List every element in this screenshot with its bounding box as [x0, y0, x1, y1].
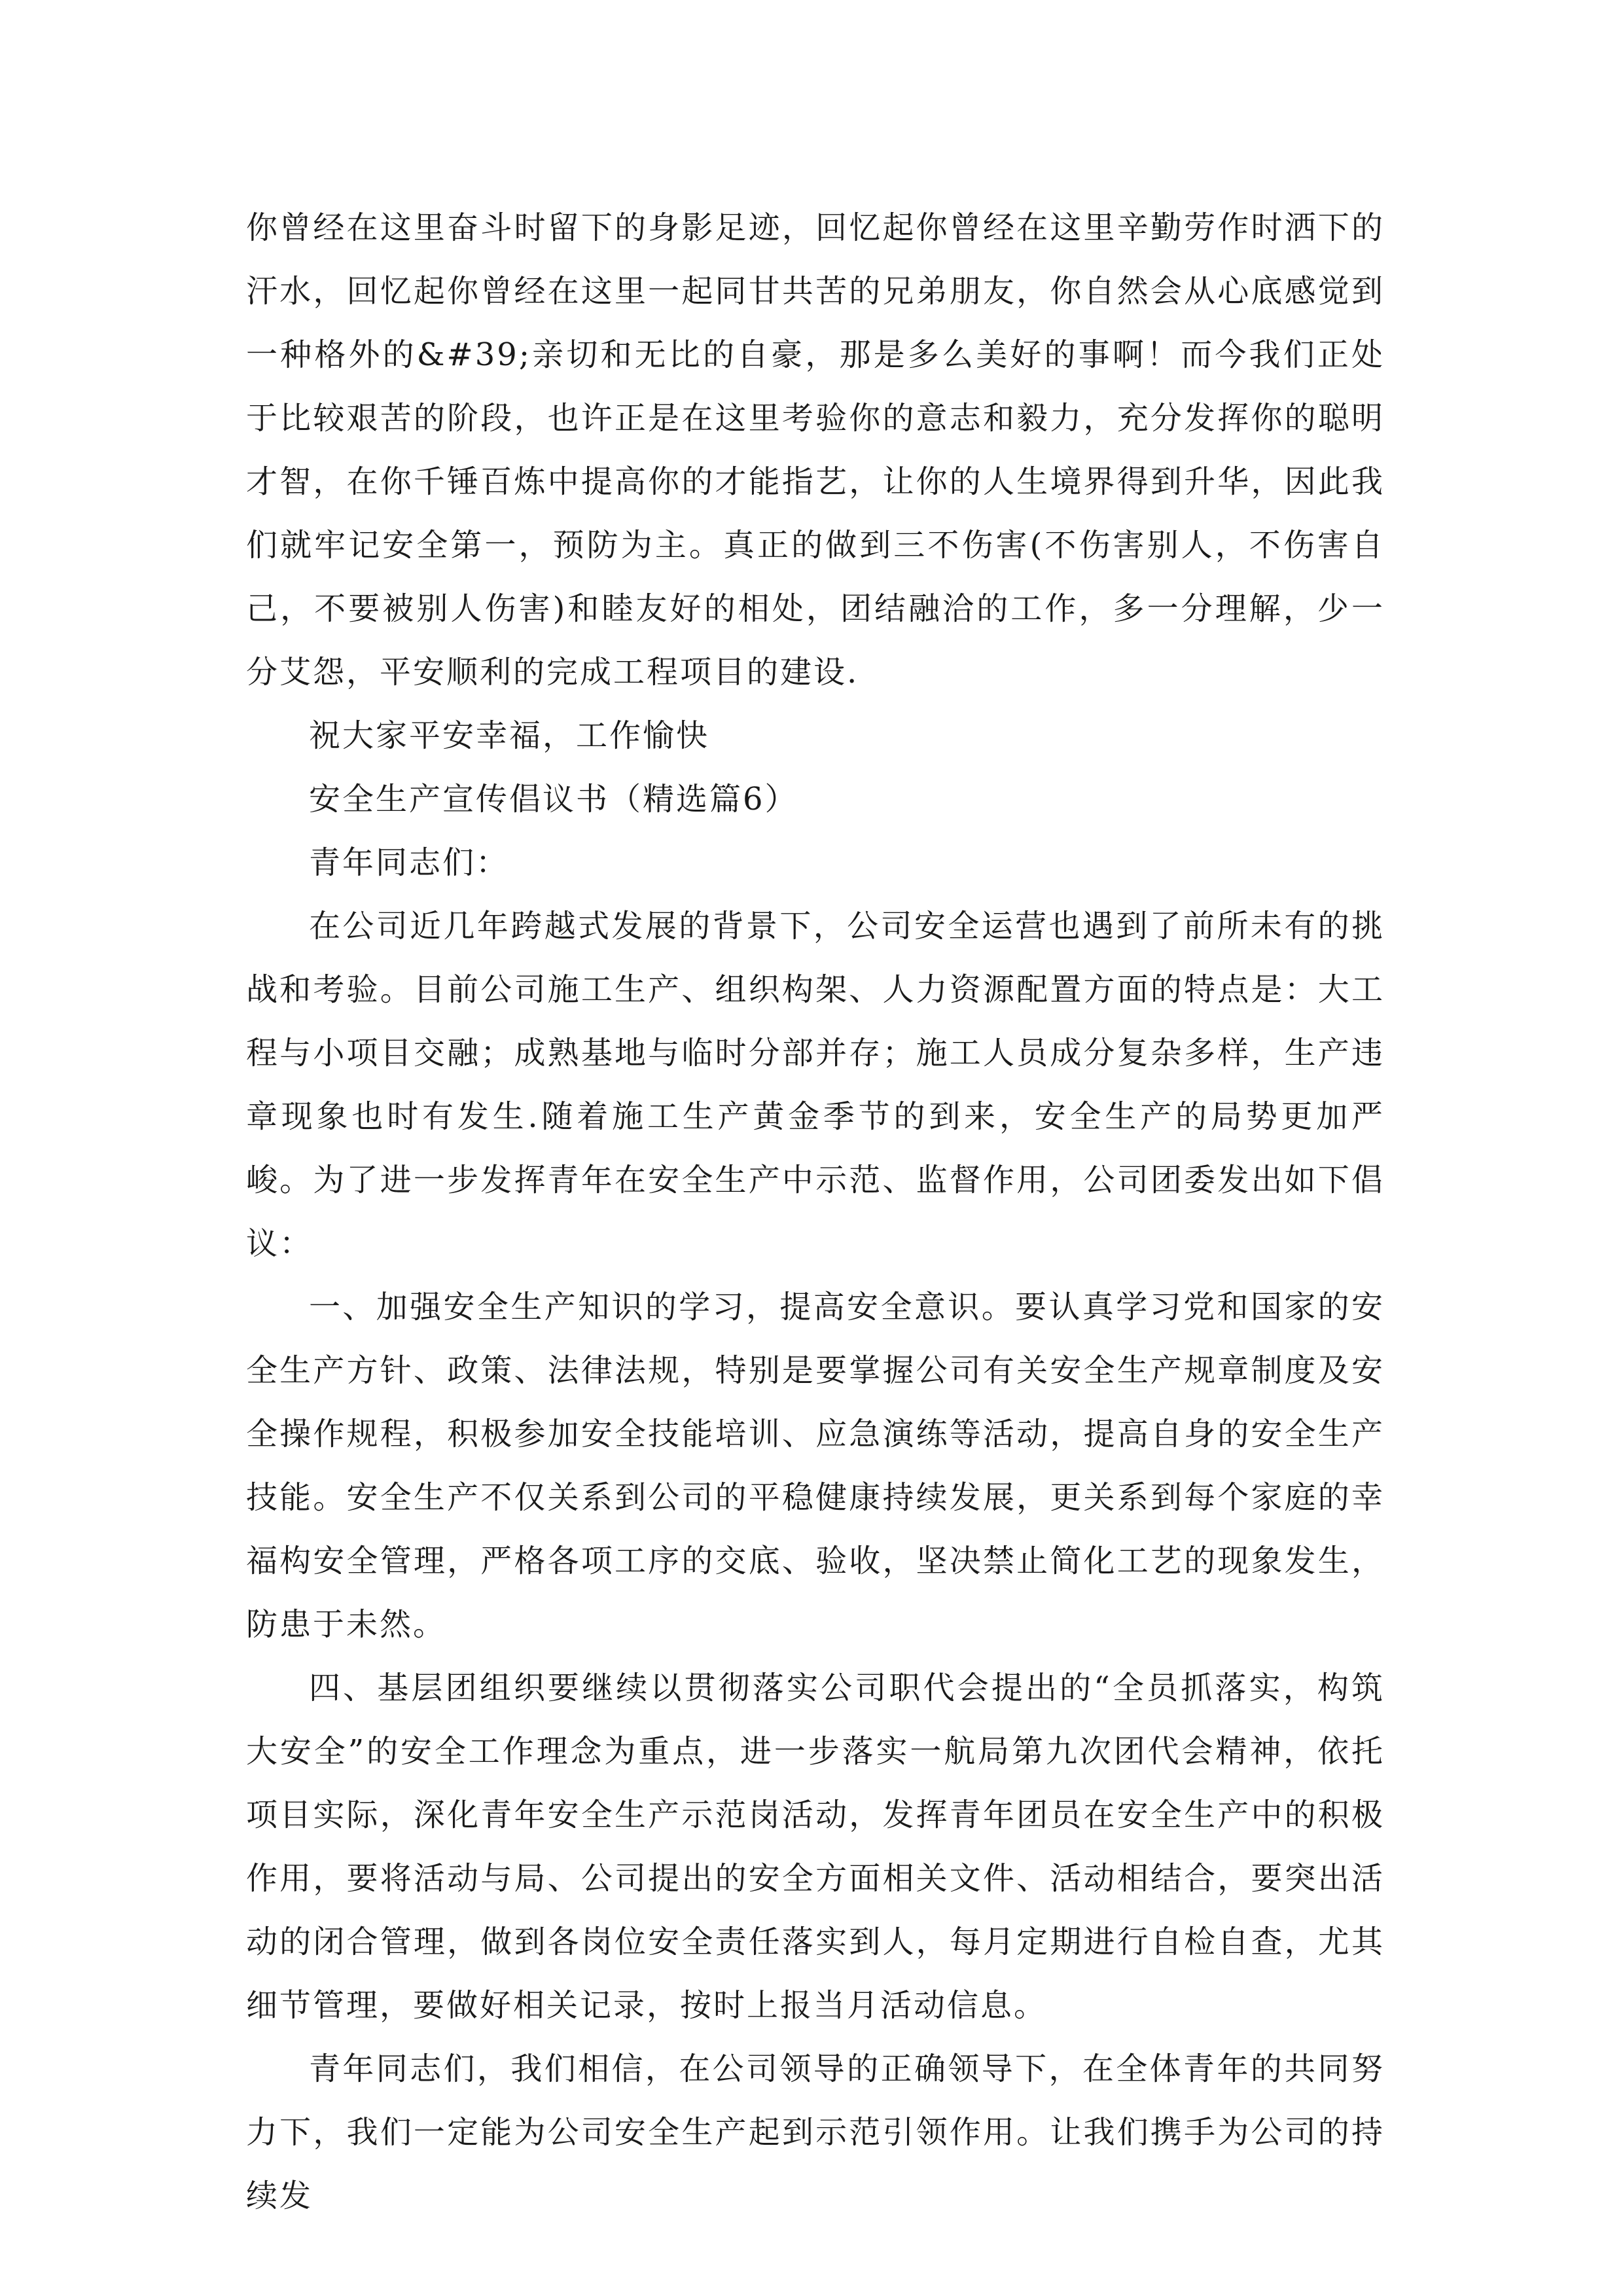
paragraph-point-four: 四、基层团组织要继续以贯彻落实公司职代会提出的“全员抓落实，构筑大安全”的安全工作理念为重点，进一步落实一航局第九次团代会精神，依托项目实际，深化青年安全生产示范岗活动，发挥青年团员在安全生产中的积极作用，要将活动与局、公司提出的安全方面相关文件、活动相结合，要突出活动的闭合管理，做到各岗位安全责任落实到人，每月定期进行自检自查，尤其细节管理，要做好相关记录，按时上报当月活动信息。 [246, 1670, 1385, 2024]
section-title: 安全生产宣传倡议书（精选篇6） [309, 781, 798, 817]
paragraph-background: 在公司近几年跨越式发展的背景下，公司安全运营也遇到了前所未有的挑战和考验。目前公司施工生产、组织构架、人力资源配置方面的特点是：大工程与小项目交融；成熟基地与临时分部并存；施工人员成分复杂多样，生产违章现象也时有发生.随着施工生产黄金季节的到来，安全生产的局势更加严峻。为了进一步发挥青年在安全生产中示范、监督作用，公司团委发出如下倡议： [246, 908, 1385, 1262]
paragraph-closing: 青年同志们，我们相信，在公司领导的正确领导下，在全体青年的共同努力下，我们一定能为公司安全生产起到示范引领作用。让我们携手为公司的持续发 [246, 2051, 1385, 2214]
salutation: 青年同志们： [309, 844, 510, 881]
document-body [246, 196, 1385, 2228]
paragraph-wishes: 祝大家平安幸福，工作愉快 [309, 717, 710, 754]
paragraph-continuation: 你曾经在这里奋斗时留下的身影足迹，回忆起你曾经在这里辛勤劳作时洒下的汗水，回忆起你曾经在这里一起同甘共苦的兄弟朋友，你自然会从心底感觉到一种格外的&#39;亲切和无比的自豪，那是多么美好的事啊！而今我们正处于比较艰苦的阶段，也许正是在这里考验你的意志和毅力，充分发挥你的聪明才智，在你千锤百炼中提高你的才能指艺，让你的人生境界得到升华，因此我们就牢记安全第一，预防为主。真正的做到三不伤害(不伤害别人，不伤害自己，不要被别人伤害)和睦友好的相处，团结融洽的工作，多一分理解，少一分艾怨，平安顺利的完成工程项目的建设. [246, 209, 1385, 691]
paragraph-point-one: 一、加强安全生产知识的学习，提高安全意识。要认真学习党和国家的安全生产方针、政策、法律法规，特别是要掌握公司有关安全生产规章制度及安全操作规程，积极参加安全技能培训、应急演练等活动，提高自身的安全生产技能。安全生产不仅关系到公司的平稳健康持续发展，更关系到每个家庭的幸福构安全管理，严格各项工序的交底、验收，坚决禁止简化工艺的现象发生，防患于未然。 [246, 1289, 1385, 1643]
